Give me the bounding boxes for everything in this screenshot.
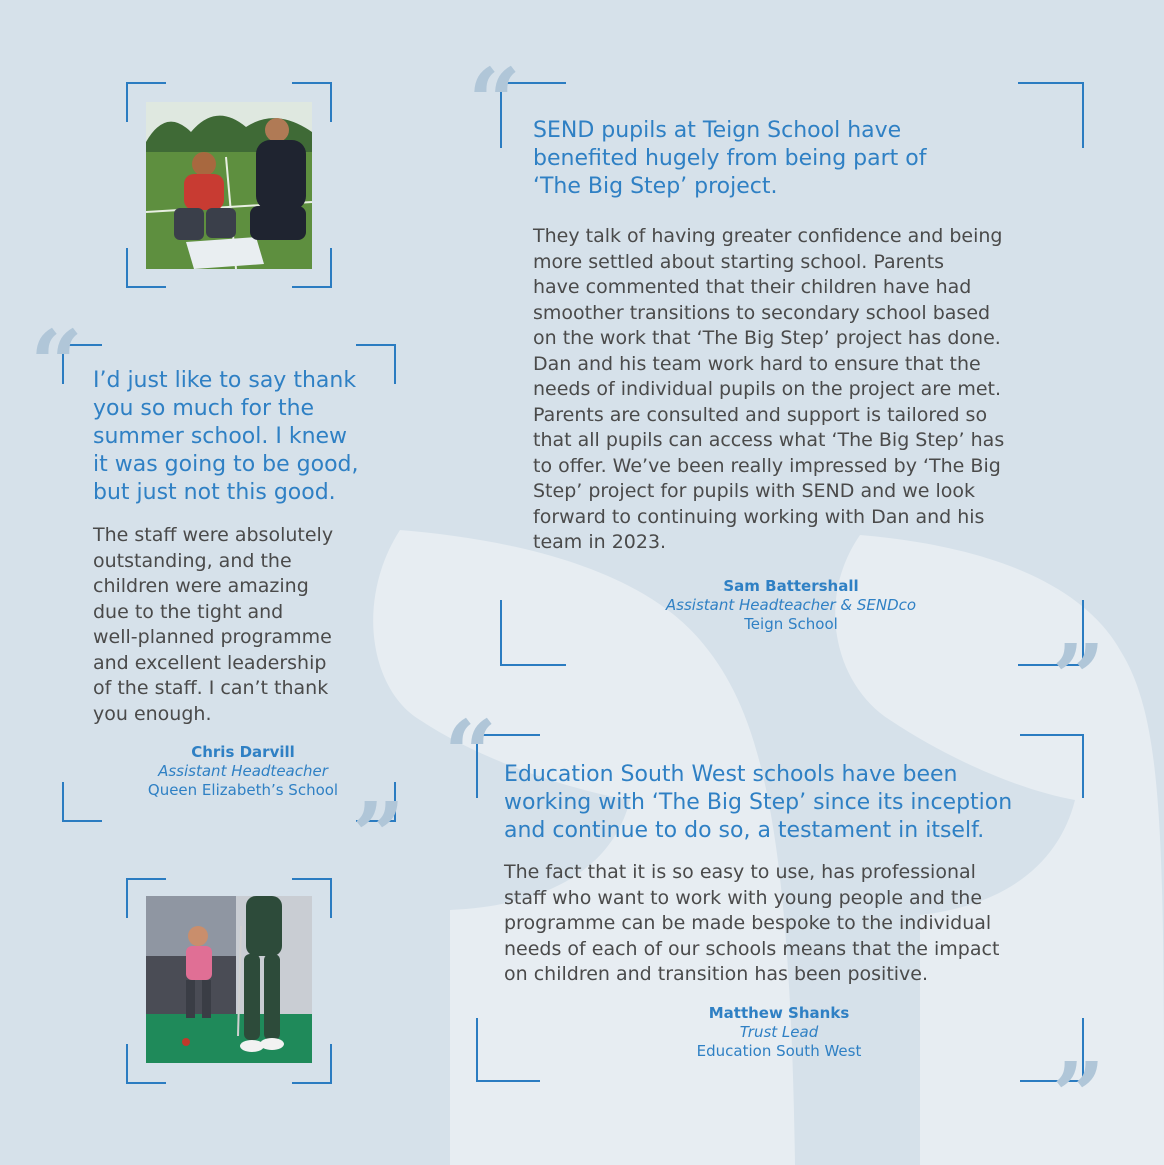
close-quote-icon: ”: [1052, 1042, 1095, 1150]
body-line: of the staff. I can’t thank: [93, 677, 329, 699]
body-line: that all pupils can access what ‘The Big Step’ has: [533, 429, 1005, 451]
body-line: team in 2023.: [533, 531, 667, 553]
testimonial-1-lead: [93, 367, 359, 507]
open-quote-icon: “: [444, 700, 487, 808]
body-line: Parents are consulted and support is tailored so: [533, 403, 988, 426]
photo-indoor-golf-icon: [146, 896, 312, 1063]
frame-corner-icon: [1020, 734, 1084, 798]
body-line: smoother transitions to secondary school based: [533, 301, 991, 324]
body-line: The staff were absolutely: [93, 524, 334, 546]
author-role: Assistant Headteacher & SENDco: [665, 596, 917, 614]
body-line: and excellent leadership: [93, 651, 327, 674]
author-organisation: Teign School: [744, 615, 838, 633]
close-quote-icon: ”: [1052, 624, 1095, 732]
frame-corner-icon: [356, 344, 396, 384]
frame-corner-icon: [500, 600, 566, 666]
lead-line: it was going to be good,: [93, 452, 359, 477]
lead-line: but just not this good.: [93, 480, 336, 505]
body-line: They talk of having greater confidence and being: [533, 225, 1003, 247]
body-line: outstanding, and the: [93, 549, 292, 572]
author-organisation: Queen Elizabeth’s School: [147, 781, 339, 799]
testimonial-1-body: [93, 523, 333, 727]
author-name: Sam Battershall: [723, 577, 859, 595]
testimonial-2-body: [533, 224, 1004, 556]
author-role: Assistant Headteacher: [158, 762, 328, 780]
body-line: Step’ project for pupils with SEND and we look: [533, 480, 976, 502]
body-line: on the work that ‘The Big Step’ project has done.: [533, 327, 1001, 349]
author-name: Chris Darvill: [191, 743, 295, 761]
body-line: you enough.: [93, 702, 212, 725]
body-line: staff who want to work with young people and the: [504, 886, 983, 909]
body-line: more settled about starting school. Parents: [533, 250, 945, 273]
testimonial-3-lead: [504, 761, 1012, 845]
frame-corner-icon: [476, 1018, 540, 1082]
body-line: on children and transition has been positive.: [504, 963, 929, 985]
author-role: Trust Lead: [739, 1023, 819, 1041]
author-organisation: Education South West: [696, 1042, 862, 1060]
body-line: well-planned programme: [93, 626, 332, 648]
testimonial-1-attribution: [92, 743, 394, 800]
lead-line: you so much for the: [93, 396, 315, 421]
lead-line: SEND pupils at Teign School have: [533, 118, 902, 143]
author-name: Matthew Shanks: [708, 1004, 850, 1022]
lead-line: working with ‘The Big Step’ since its inception: [504, 790, 1013, 815]
testimonial-2-lead: [533, 117, 927, 201]
open-quote-icon: “: [468, 48, 511, 156]
body-line: to offer. We’ve been really impressed by ‘The Big: [533, 454, 1001, 477]
testimonial-3-attribution: [628, 1004, 930, 1061]
lead-line: benefited hugely from being part of: [533, 146, 927, 171]
body-line: due to the tight and: [93, 600, 284, 623]
photo-indoor-golf: [146, 896, 312, 1063]
body-line: have commented that their children have had: [533, 276, 972, 298]
lead-line: Education South West schools have been: [504, 762, 958, 787]
testimonial-2-attribution: [640, 577, 942, 634]
body-line: programme can be made bespoke to the individual: [504, 912, 992, 934]
photo-children-on-field: [146, 102, 312, 269]
body-line: forward to continuing working with Dan and his: [533, 505, 985, 528]
photo-children-on-field-icon: [146, 102, 312, 269]
close-quote-icon: ”: [352, 782, 395, 890]
lead-line: I’d just like to say thank: [93, 368, 357, 393]
body-line: needs of each of our schools means that the impact: [504, 937, 1000, 960]
frame-corner-icon: [1018, 82, 1084, 148]
body-line: needs of individual pupils on the project are met.: [533, 378, 1002, 400]
body-line: Dan and his team work hard to ensure that the: [533, 352, 981, 375]
open-quote-icon: “: [30, 310, 73, 418]
lead-line: ‘The Big Step’ project.: [533, 174, 778, 199]
testimonial-3-body: [504, 860, 999, 988]
body-line: The fact that it is so easy to use, has professional: [504, 861, 976, 883]
lead-line: summer school. I knew: [93, 424, 348, 449]
body-line: children were amazing: [93, 575, 309, 597]
lead-line: and continue to do so, a testament in itself.: [504, 818, 985, 843]
